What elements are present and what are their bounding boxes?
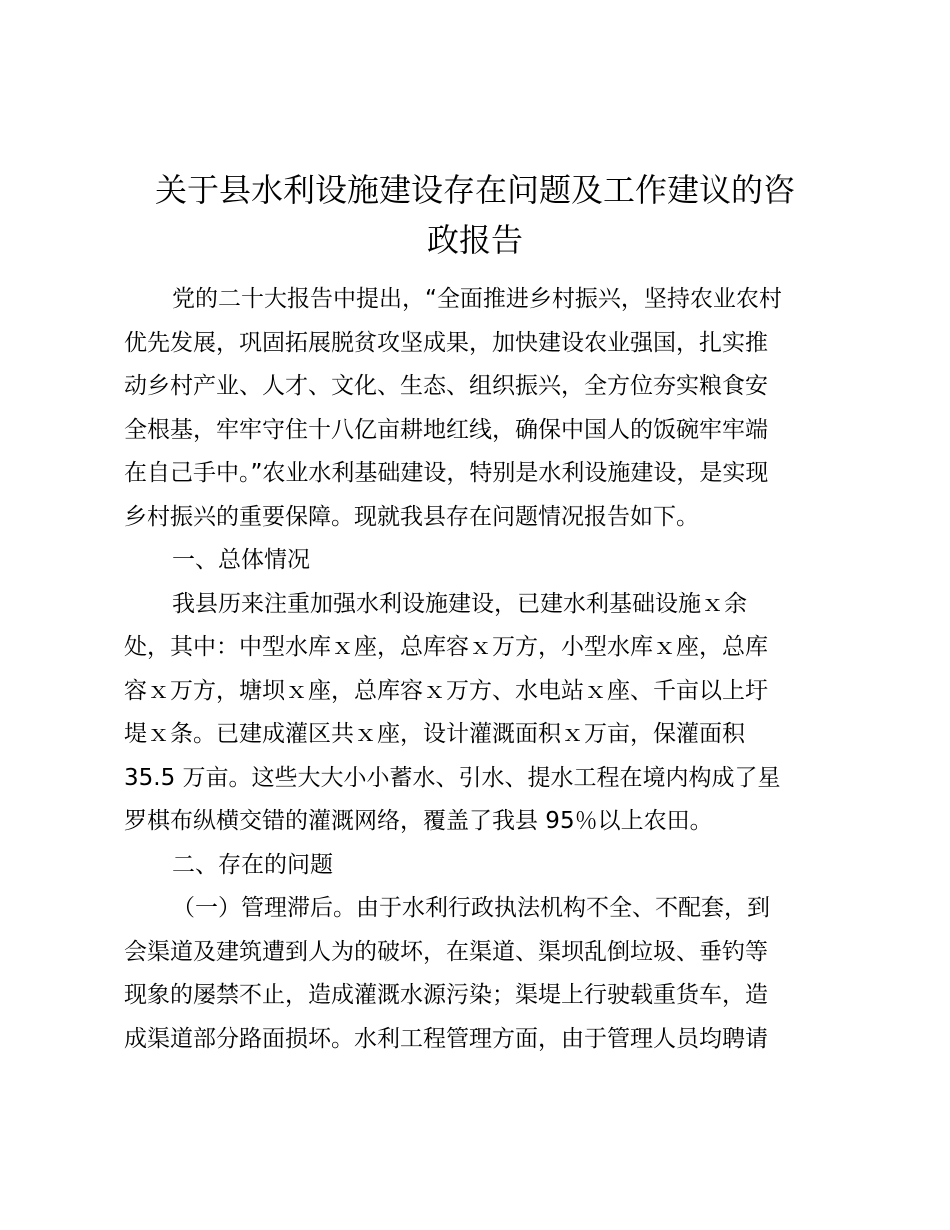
paragraph-intro-line: 在自己手中。”农业水利基础建设，特别是水利设施建设，是实现 (124, 460, 769, 486)
paragraph-overview-line: 处，其中：中型水库ｘ座，总库容ｘ万方，小型水库ｘ座，总库 (124, 634, 768, 660)
paragraph-overview-line: 容ｘ万方，塘坝ｘ座，总库容ｘ万方、水电站ｘ座、千亩以上圩 (124, 677, 768, 704)
paragraph-problems-line: 会渠道及建筑遭到人为的破坏，在渠道、渠坝乱倒垃圾、垂钓等 (124, 938, 768, 965)
paragraph-overview-line: 35.5 万亩。这些大大小小蓄水、引水、提水工程在境内构成了星 (124, 764, 781, 791)
document-title (110, 165, 840, 265)
paragraph-intro-line: 动乡村产业、人才、文化、生态、组织振兴，全方位夯实粮食安 (124, 373, 768, 399)
paragraph-intro-line: 乡村振兴的重要保障。现就我县存在问题情况报告如下。 (124, 503, 699, 530)
paragraph-intro-line: 党的二十大报告中提出，“全面推进乡村振兴，坚持农业农村 (172, 286, 782, 312)
title-line-1: 关于县水利设施建设存在问题及工作建议的咨 (154, 171, 795, 209)
paragraph-overview-line: 罗棋布纵横交错的灌溉网络，覆盖了我县 95％以上农田。 (124, 808, 713, 834)
paragraph-intro-line: 全根基，牢牢守住十八亿亩耕地红线，确保中国人的饭碗牢牢端 (124, 416, 768, 443)
paragraph-problems-line: （一）管理滞后。由于水利行政执法机构不全、不配套，到 (172, 895, 770, 921)
paragraph-problems-line: 现象的屡禁不止，造成灌溉水源污染；渠堤上行驶载重货车，造 (124, 982, 768, 1008)
paragraph-problems-line: 成渠道部分路面损坏。水利工程管理方面，由于管理人员均聘请 (124, 1025, 768, 1052)
paragraph-overview-line: 堤ｘ条。已建成灌区共ｘ座，设计灌溉面积ｘ万亩，保灌面积 (124, 721, 745, 747)
section-heading-problems: 二、存在的问题 (172, 851, 333, 878)
paragraph-intro-line: 优先发展，巩固拓展脱贫攻坚成果，加快建设农业强国，扎实推 (124, 329, 768, 356)
document-body (124, 278, 844, 1061)
paragraph-overview-line: 我县历来注重加强水利设施建设，已建水利基础设施ｘ余 (172, 590, 747, 617)
title-line-2: 政报告 (426, 221, 523, 259)
section-heading-overview: 一、总体情况 (172, 547, 310, 573)
